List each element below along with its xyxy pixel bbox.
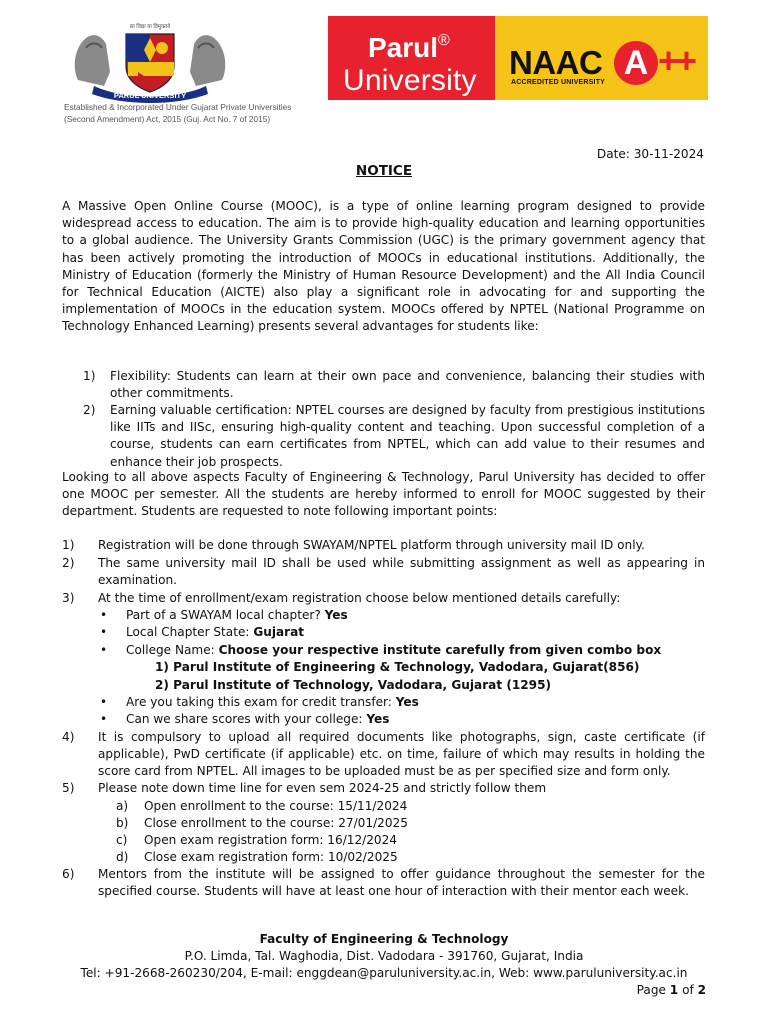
point-number: 5)	[62, 781, 75, 795]
option-label: Can we share scores with your college:	[126, 712, 367, 726]
timeline-letter: b)	[116, 816, 129, 830]
footer-faculty: Faculty of Engineering & Technology	[259, 932, 509, 946]
option-label: Local Chapter State:	[126, 625, 254, 639]
point-item: Please note down time line for even sem 2024-25 and strictly follow them	[98, 781, 547, 795]
registration-option	[126, 624, 304, 641]
advantage-number: 2)	[83, 403, 96, 417]
timeline-letter: a)	[116, 799, 129, 813]
option-label: College Name:	[126, 643, 219, 657]
option-label: Are you taking this exam for credit transfer:	[126, 695, 396, 709]
option-value: Yes	[366, 712, 390, 726]
brand-name-text: Parul	[368, 32, 439, 63]
point-item: It is compulsory to upload all required documents like photographs, sign, caste certificate (if applicable), PwD certificate (if applicable) etc. on time, failure of which may results in holding the score card from NPTEL. All images to be uploaded must be as per specified size and form only.	[98, 730, 705, 779]
establishment-line-1: Established & Incorporated Under Gujarat Private Universities	[64, 102, 292, 112]
registered-mark: ®	[438, 32, 450, 49]
timeline-letter: c)	[116, 833, 128, 847]
point-number: 4)	[62, 730, 75, 744]
page-current: 1	[669, 983, 679, 997]
footer-address: P.O. Limda, Tal. Waghodia, Dist. Vadodara - 391760, Gujarat, India	[184, 949, 584, 963]
point-number: 6)	[62, 867, 75, 881]
establishment-note	[64, 102, 324, 125]
timeline-item: Open enrollment to the course: 15/11/2024	[144, 799, 408, 813]
notice-date: Date: 30-11-2024	[596, 147, 704, 161]
point-number: 2)	[62, 556, 75, 570]
brand-banner	[328, 16, 708, 100]
registration-option	[126, 642, 661, 659]
naac-plus: ++	[658, 40, 695, 81]
point-number: 3)	[62, 591, 75, 605]
option-value: Yes	[324, 608, 348, 622]
option-value: Gujarat	[253, 625, 305, 639]
option-value: Choose your respective institute carefully from given combo box	[218, 643, 662, 657]
university-seal-logo	[64, 20, 236, 104]
timeline-letter: d)	[116, 850, 129, 864]
page-number	[637, 982, 706, 999]
registration-option	[126, 694, 419, 711]
letterhead	[0, 0, 768, 135]
advantage-item: Earning valuable certification: NPTEL courses are designed by faculty from prestigious institutions like IITs and IISc, ensuring high-quality content and teaching. Upon successful completion of a course, students can earn certificates from NPTEL, which can add value to their resumes and enhance their job prospects.	[110, 403, 705, 469]
timeline-item: Close enrollment to the course: 27/01/2025	[144, 816, 408, 830]
point-number: 1)	[62, 538, 75, 552]
option-label: Part of a SWAYAM local chapter?	[126, 608, 325, 622]
point-item: At the time of enrollment/exam registration choose below mentioned details carefully:	[98, 591, 621, 605]
notice-title-text: NOTICE	[355, 163, 413, 179]
page-prefix: Page	[636, 983, 670, 997]
bullet-icon: •	[100, 625, 108, 639]
option-value: Yes	[395, 695, 419, 709]
bullet-icon: •	[100, 695, 108, 709]
page-total: 2	[697, 983, 706, 997]
bullet-icon: •	[100, 608, 108, 622]
timeline-item: Close exam registration form: 10/02/2025	[144, 850, 398, 864]
seal-motto: सा विद्या या विमुक्तये	[129, 24, 171, 30]
bullet-icon: •	[100, 712, 108, 726]
naac-word: NAAC	[509, 44, 603, 81]
brand-sub: University	[343, 64, 477, 97]
naac-grade: A	[614, 41, 658, 85]
registration-option	[126, 607, 348, 624]
footer-contact: Tel: +91-2668-260230/204, E-mail: enggdean@paruluniversity.ac.in, Web: www.paruluniversity.ac.in	[80, 966, 688, 980]
advantage-item: Flexibility: Students can learn at their own pace and convenience, balancing their studies with other commitments.	[110, 369, 705, 401]
point-item: Mentors from the institute will be assigned to offer guidance throughout the semester for the specified course. Students will have at least one hour of interaction with their mentor each week.	[98, 867, 705, 899]
bullet-icon: •	[100, 643, 108, 657]
registration-option	[126, 711, 389, 728]
naac-badge	[495, 16, 708, 100]
point-item: The same university mail ID shall be used while submitting assignment as well as appearing in examination.	[98, 556, 705, 588]
advantage-number: 1)	[83, 369, 96, 383]
brand-name	[368, 32, 450, 64]
decision-paragraph: Looking to all above aspects Faculty of Engineering & Technology, Parul University has decided to offer one MOOC per semester. All the students are hereby informed to enroll for MOOC suggested by their department. Students are requested to note following important points:	[62, 470, 705, 519]
establishment-line-2: (Second Amendment) Act, 2015 (Guj. Act No. 7 of 2015)	[64, 113, 271, 124]
institute-option: 1) Parul Institute of Engineering & Technology, Vadodara, Gujarat(856)	[155, 660, 640, 674]
intro-paragraph: A Massive Open Online Course (MOOC), is a type of online learning program designed to provide widespread access to education. The aim is to provide high-quality education and learning opportunities to a global audience. The University Grants Commission (UGC) is the primary government agency that has been actively promoting the introduction of MOOCs in educational institutions. Additionally, the Ministry of Education (formerly the Ministry of Human Resource Development) and the All India Council for Technical Education (AICTE) also play a significant role in advocating for and supporting the implementation of MOOCs in the education system. MOOCs offered by NPTEL (National Programme on Technology Enhanced Learning) presents several advantages for students like:	[62, 199, 705, 334]
timeline-item: Open exam registration form: 16/12/2024	[144, 833, 398, 847]
institute-option: 2) Parul Institute of Technology, Vadodara, Gujarat (1295)	[155, 678, 552, 692]
naac-accredited-label: ACCREDITED UNIVERSITY	[511, 79, 606, 86]
page-of: of	[678, 983, 698, 997]
seal-name: PARUL UNIVERSITY	[113, 91, 187, 100]
notice-title	[0, 163, 768, 180]
point-item: Registration will be done through SWAYAM/NPTEL platform through university mail ID only.	[98, 538, 645, 552]
